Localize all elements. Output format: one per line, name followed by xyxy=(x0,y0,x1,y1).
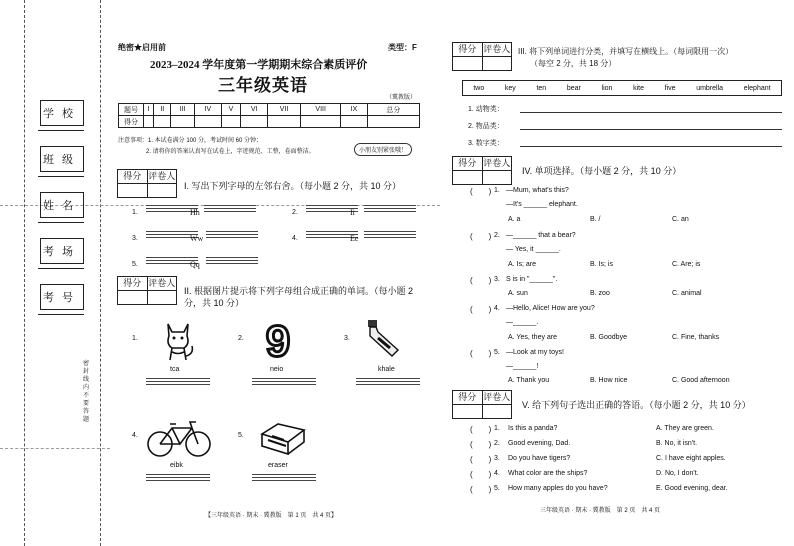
question-number: 5. xyxy=(494,349,500,356)
secret-label: 绝密★启用前 xyxy=(118,43,166,52)
score-label: 得分 xyxy=(458,392,477,402)
score-label: 得分 xyxy=(119,116,144,128)
answer-option: B. No, it isn't. xyxy=(656,440,698,447)
scrambled-word: khale xyxy=(378,366,395,373)
question-text: Good evening, Dad. xyxy=(508,440,571,447)
column-header: IX xyxy=(341,104,368,116)
word: five xyxy=(664,84,676,92)
score-cell[interactable] xyxy=(195,116,222,128)
fold-line xyxy=(100,0,101,546)
question-text: Do you have tigers? xyxy=(508,455,571,462)
answer-bracket[interactable]: ( ) xyxy=(470,425,492,434)
section2-title: II. 根据图片提示将下列字母组合成正确的单词。（每小题 2 xyxy=(184,286,414,296)
answer-option: E. Good evening, dear. xyxy=(656,485,728,492)
option[interactable]: C. Good afternoon xyxy=(672,377,730,384)
writing-line[interactable] xyxy=(206,257,258,267)
seal-text: 密封线内不要答题 xyxy=(83,361,90,423)
item-number: 1. xyxy=(132,209,138,216)
column-header: VI xyxy=(241,104,268,116)
scrambled-word: eraser xyxy=(268,462,288,469)
column-header: I xyxy=(144,104,154,116)
question-stem2: —______! xyxy=(506,363,539,370)
item-number: 5. xyxy=(132,261,138,268)
grader-cell[interactable] xyxy=(482,57,512,70)
answer-option: C. I have eight apples. xyxy=(656,455,726,462)
item-number: 1. xyxy=(132,335,138,342)
question-text: How many apples do you have? xyxy=(508,485,608,492)
writing-line[interactable] xyxy=(146,378,210,388)
grader-cell[interactable] xyxy=(147,184,177,197)
notes-line2: 2. 请将你的答案认真写在试卷上，字迹规范、工整，卷面整洁。 xyxy=(146,149,315,155)
question-stem2: —______. xyxy=(506,319,539,326)
subject-title: 三年级英语 xyxy=(218,76,308,95)
grader-label: 评卷人 xyxy=(148,171,176,181)
field-label: 考场 xyxy=(43,246,81,258)
question-stem: —______ that a bear? xyxy=(506,232,576,239)
score-cell[interactable] xyxy=(241,116,268,128)
score-cell[interactable] xyxy=(154,116,171,128)
class-line xyxy=(38,176,84,177)
score-table xyxy=(118,103,420,128)
question-number: 3. xyxy=(494,455,500,462)
exam-room-field[interactable] xyxy=(40,238,84,264)
question-number: 4. xyxy=(494,305,500,312)
exam-title: 2023–2024 学年度第一学期期末综合素质评价 xyxy=(150,59,368,71)
school-field[interactable] xyxy=(40,100,84,126)
writing-line[interactable] xyxy=(364,205,416,215)
item-number: 4. xyxy=(132,432,138,439)
option[interactable]: A. Thank you xyxy=(508,377,550,384)
page-footer-right: 三年级英语 · 期末 · 冀教版 第 2 页 共 4 页 xyxy=(540,508,661,514)
item-number: 2. xyxy=(292,209,298,216)
nine-icon xyxy=(258,316,298,362)
score-label: 得分 xyxy=(123,278,142,288)
score-cell[interactable] xyxy=(144,116,154,128)
grader-label: 评卷人 xyxy=(483,158,511,168)
answer-bracket[interactable]: ( ) xyxy=(470,440,492,449)
score-cell[interactable] xyxy=(341,116,368,128)
grader-cell[interactable] xyxy=(147,291,177,304)
column-header: VII xyxy=(267,104,300,116)
answer-bracket[interactable]: ( ) xyxy=(470,485,492,494)
type-label: 类型：F xyxy=(388,43,417,52)
score-cell[interactable] xyxy=(171,116,195,128)
score-cell[interactable] xyxy=(118,184,147,197)
scorer-box xyxy=(117,276,177,305)
letter-pair: Ww xyxy=(190,234,204,243)
question-number: 1. xyxy=(494,425,500,432)
page-footer-left: 【三年级英语 · 期末 · 冀教版 第 1 页 共 4 页】 xyxy=(205,513,338,519)
option[interactable]: C. Fine, thanks xyxy=(672,334,720,341)
class-field[interactable] xyxy=(40,146,84,172)
answer-bracket[interactable]: ( ) xyxy=(470,349,492,358)
writing-line[interactable] xyxy=(206,231,258,241)
option[interactable]: B. zoo xyxy=(590,290,610,297)
score-cell[interactable] xyxy=(453,405,482,418)
fold-line-horizontal xyxy=(0,448,110,449)
question-number: 2. xyxy=(494,440,500,447)
section2-title-cont: 分，共 10 分） xyxy=(184,298,245,308)
writing-line[interactable] xyxy=(146,474,210,484)
question-stem2: —It's ______ elephant. xyxy=(506,201,578,208)
scrambled-word: eibk xyxy=(170,462,183,469)
word: key xyxy=(504,84,516,92)
word: two xyxy=(473,84,485,92)
grader-label: 评卷人 xyxy=(483,44,511,54)
question-number: 5. xyxy=(494,485,500,492)
item-number: 4. xyxy=(292,235,298,242)
category-answer-line[interactable] xyxy=(520,146,782,147)
field-label: 姓名 xyxy=(43,200,81,212)
answer-option: A. They are green. xyxy=(656,425,714,432)
grader-label: 评卷人 xyxy=(483,392,511,402)
grader-cell[interactable] xyxy=(482,171,512,184)
category-label: 1. 动物类： xyxy=(468,106,504,113)
scorer-box xyxy=(452,390,512,419)
score-label: 得分 xyxy=(458,158,477,168)
section3-title: III. 将下列单词进行分类，并填写在横线上。（每词限用一次） xyxy=(518,47,734,56)
question-stem: —Hello, Alice! How are you? xyxy=(506,305,595,312)
option[interactable]: B. How nice xyxy=(590,377,628,384)
exam-room-line xyxy=(38,268,84,269)
writing-line[interactable] xyxy=(252,378,316,388)
option[interactable]: A. sun xyxy=(508,290,528,297)
column-header: III xyxy=(171,104,195,116)
encouragement-badge: 小朋友别紧张哦！ xyxy=(354,143,412,156)
cat-icon xyxy=(160,318,196,362)
answer-bracket[interactable]: ( ) xyxy=(470,470,492,479)
word: elephant xyxy=(743,84,771,92)
field-label: 班级 xyxy=(43,154,81,166)
question-number: 1. xyxy=(494,187,500,194)
score-cell[interactable] xyxy=(118,291,147,304)
field-label: 考号 xyxy=(43,292,81,304)
option[interactable]: A. a xyxy=(508,216,521,223)
column-header: II xyxy=(154,104,171,116)
column-header: V xyxy=(221,104,241,116)
question-stem: —Mum, what's this? xyxy=(506,187,569,194)
category-label: 2. 物品类： xyxy=(468,123,504,130)
category-answer-line[interactable] xyxy=(520,129,782,130)
grader-cell[interactable] xyxy=(482,405,512,418)
writing-line[interactable] xyxy=(252,474,316,484)
option[interactable]: C. an xyxy=(672,216,689,223)
letter-pair: Hh xyxy=(190,208,200,217)
column-header: 总分 xyxy=(367,104,419,116)
exam-number-line xyxy=(38,314,84,315)
scorer-box xyxy=(117,169,177,198)
word: lion xyxy=(601,84,613,92)
section4-title: IV. 单项选择。（每小题 2 分，共 10 分） xyxy=(522,166,682,176)
chalk-icon xyxy=(364,318,404,360)
word: bear xyxy=(566,84,581,92)
question-number-label: 题号 xyxy=(119,104,144,116)
word-bank xyxy=(462,80,782,96)
score-cell[interactable] xyxy=(453,57,482,70)
option[interactable]: B. Is; is xyxy=(590,261,613,268)
option[interactable]: B. / xyxy=(590,216,601,223)
school-line xyxy=(38,130,84,131)
item-number: 3. xyxy=(132,235,138,242)
option[interactable]: C. animal xyxy=(672,290,702,297)
word: kite xyxy=(633,84,644,92)
score-cell[interactable] xyxy=(221,116,241,128)
option[interactable]: B. Goodbye xyxy=(590,334,627,341)
item-number: 3. xyxy=(344,335,350,342)
score-cell[interactable] xyxy=(267,116,300,128)
score-cell[interactable] xyxy=(453,171,482,184)
question-stem: —Look at my toys! xyxy=(506,349,564,356)
word: umbrella xyxy=(696,84,724,92)
scorer-box xyxy=(452,156,512,185)
score-label: 得分 xyxy=(458,44,477,54)
exam-number-field[interactable] xyxy=(40,284,84,310)
scorer-box xyxy=(452,42,512,71)
question-text: Is this a panda? xyxy=(508,425,558,432)
question-number: 3. xyxy=(494,276,500,283)
question-text: What color are the ships? xyxy=(508,470,588,477)
score-label: 得分 xyxy=(123,171,142,181)
answer-bracket[interactable]: ( ) xyxy=(470,187,492,196)
column-header: IV xyxy=(195,104,222,116)
score-cell[interactable] xyxy=(301,116,341,128)
letter-pair: Ii xyxy=(350,208,355,217)
scrambled-word: tca xyxy=(170,366,180,373)
section3-subtitle: （每空 2 分，共 18 分） xyxy=(530,59,617,68)
question-stem2: — Yes, it ______. xyxy=(506,246,561,253)
grader-label: 评卷人 xyxy=(148,278,176,288)
letter-pair: Ee xyxy=(350,234,359,243)
section5-title: V. 给下列句子选出正确的答语。（每小题 2 分，共 10 分） xyxy=(522,400,751,410)
question-stem: S is in "______". xyxy=(506,276,558,283)
answer-option: D. No, I don't. xyxy=(656,470,699,477)
answer-bracket[interactable]: ( ) xyxy=(470,305,492,314)
letter-pair: Qq xyxy=(190,260,200,269)
question-number: 4. xyxy=(494,470,500,477)
column-header: VIII xyxy=(301,104,341,116)
section1-title: I. 写出下列字母的左邻右舍。（每小题 2 分，共 10 分） xyxy=(184,181,402,191)
bike-icon xyxy=(146,418,212,458)
notes-line1: 注意事项：1. 本试卷满分 100 分，考试时间 60 分钟； xyxy=(118,138,263,144)
answer-bracket[interactable]: ( ) xyxy=(470,276,492,285)
writing-line[interactable] xyxy=(364,231,416,241)
option[interactable]: C. Are; is xyxy=(672,261,701,268)
scrambled-word: neio xyxy=(270,366,284,373)
answer-bracket[interactable]: ( ) xyxy=(470,232,492,241)
word: ten xyxy=(536,84,547,92)
svg-text:9: 9 xyxy=(265,317,291,362)
writing-line[interactable] xyxy=(356,378,420,388)
field-label: 学校 xyxy=(43,108,81,120)
score-cell[interactable] xyxy=(367,116,419,128)
item-number: 5. xyxy=(238,432,244,439)
eraser-icon xyxy=(258,416,308,458)
option[interactable]: A. Is; are xyxy=(508,261,537,268)
name-field[interactable] xyxy=(40,192,84,218)
question-number: 2. xyxy=(494,232,500,239)
name-line xyxy=(38,222,84,223)
option[interactable]: A. Yes, they are xyxy=(508,334,558,341)
writing-line[interactable] xyxy=(204,205,256,215)
category-label: 3. 数字类： xyxy=(468,140,504,147)
fold-line xyxy=(24,0,25,546)
answer-bracket[interactable]: ( ) xyxy=(470,455,492,464)
edition-label: （冀教版） xyxy=(386,95,417,101)
category-answer-line[interactable] xyxy=(520,112,782,113)
item-number: 2. xyxy=(238,335,244,342)
